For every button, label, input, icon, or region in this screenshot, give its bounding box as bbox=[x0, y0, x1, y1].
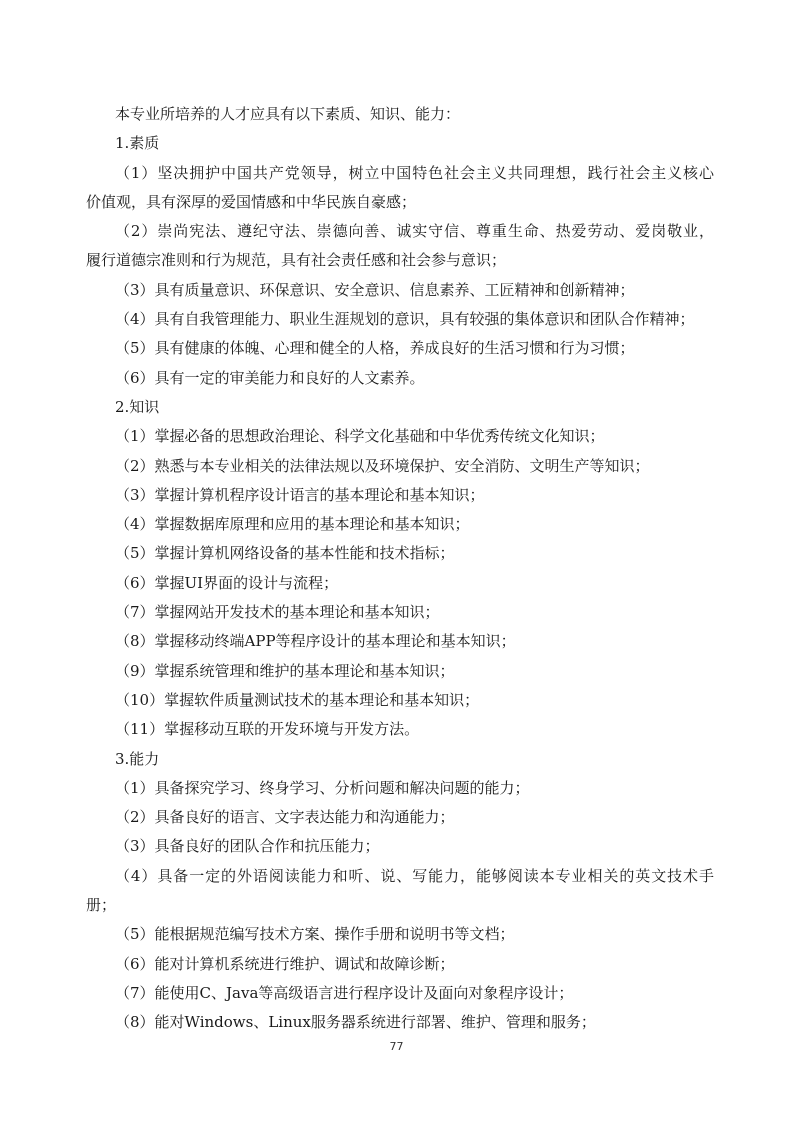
list-item: （2）具备良好的语言、文字表达能力和沟通能力； bbox=[115, 808, 455, 827]
list-item: （8）掌握移动终端APP等程序设计的基本理论和基本知识； bbox=[115, 632, 516, 651]
list-item: （11）掌握移动互联的开发环境与开发方法。 bbox=[115, 720, 420, 739]
list-item: （6）具有一定的审美能力和良好的人文素养。 bbox=[115, 368, 425, 387]
section-heading-ability: 3.能力 bbox=[115, 749, 160, 768]
list-item: （5）具有健康的体魄、心理和健全的人格，养成良好的生活习惯和行为习惯； bbox=[115, 339, 635, 358]
list-item: （8）能对Windows、Linux服务器系统进行部署、维护、管理和服务； bbox=[115, 1013, 596, 1032]
document-body bbox=[86, 100, 714, 1038]
list-item: （5）掌握计算机网络设备的基本性能和技术指标； bbox=[115, 544, 455, 563]
section-heading-knowledge: 2.知识 bbox=[115, 397, 160, 416]
list-item: （5）能根据规范编写技术方案、操作手册和说明书等文档； bbox=[115, 925, 515, 944]
list-item-continuation: 价值观，具有深厚的爱国情感和中华民族自豪感； bbox=[86, 192, 417, 211]
list-item: （2）熟悉与本专业相关的法律法规以及环境保护、安全消防、文明生产等知识； bbox=[115, 456, 650, 475]
list-item: （4）具有自我管理能力、职业生涯规划的意识，具有较强的集体意识和团队合作精神； bbox=[115, 310, 695, 329]
list-item: （4）掌握数据库原理和应用的基本理论和基本知识； bbox=[115, 515, 470, 534]
list-item: （3）掌握计算机程序设计语言的基本理论和基本知识； bbox=[115, 485, 485, 504]
list-item-continuation: 册； bbox=[86, 896, 117, 915]
list-item: （1）具备探究学习、终身学习、分析问题和解决问题的能力； bbox=[115, 778, 530, 797]
section-heading-quality: 1.素质 bbox=[115, 134, 160, 153]
list-item: （1）坚决拥护中国共产党领导，树立中国特色社会主义共同理想，践行社会主义核心 bbox=[115, 163, 714, 182]
list-item-continuation: 履行道德宗准则和行为规范，具有社会责任感和社会参与意识； bbox=[86, 251, 507, 270]
list-item: （3）具有质量意识、环保意识、安全意识、信息素养、工匠精神和创新精神； bbox=[115, 280, 635, 299]
list-item: （9）掌握系统管理和维护的基本理论和基本知识； bbox=[115, 661, 455, 680]
page-number: 77 bbox=[389, 1040, 404, 1053]
list-item: （1）掌握必备的思想政治理论、科学文化基础和中华优秀传统文化知识； bbox=[115, 427, 605, 446]
list-item: （4）具备一定的外语阅读能力和听、说、写能力，能够阅读本专业相关的英文技术手 bbox=[115, 866, 714, 885]
list-item: （6）能对计算机系统进行维护、调试和故障诊断； bbox=[115, 954, 455, 973]
list-item: （10）掌握软件质量测试技术的基本理论和基本知识； bbox=[115, 690, 480, 709]
list-item: （6）掌握UI界面的设计与流程； bbox=[115, 573, 339, 592]
list-item: （2）崇尚宪法、遵纪守法、崇德向善、诚实守信、尊重生命、热爱劳动、爱岗敬业， bbox=[115, 222, 714, 241]
list-item: （3）具备良好的团队合作和抗压能力； bbox=[115, 837, 380, 856]
list-item: （7）能使用C、Java等高级语言进行程序设计及面向对象程序设计； bbox=[115, 983, 574, 1002]
list-item: （7）掌握网站开发技术的基本理论和基本知识； bbox=[115, 603, 440, 622]
intro-paragraph: 本专业所培养的人才应具有以下素质、知识、能力： bbox=[115, 105, 461, 123]
